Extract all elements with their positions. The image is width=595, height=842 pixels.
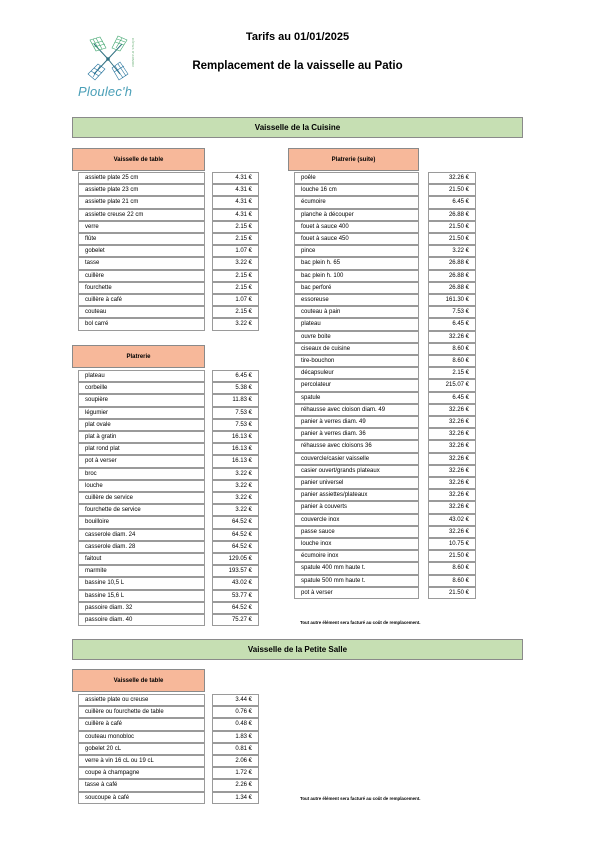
block-header-petite-salle-vaisselle: Vaisselle de table (72, 669, 205, 692)
item-price: 3.22 € (212, 257, 259, 269)
item-price: 21.50 € (428, 587, 476, 599)
item-label: casserole diam. 24 (78, 529, 205, 541)
item-price: 26.88 € (428, 209, 476, 221)
item-label: assiette plate 21 cm (78, 196, 205, 208)
item-label: cuillère à café (78, 718, 205, 730)
item-price: 32.26 € (428, 416, 476, 428)
item-label: panier à verres diam. 36 (294, 428, 419, 440)
item-label: bassine 15,6 L (78, 590, 205, 602)
item-price: 2.15 € (212, 233, 259, 245)
item-price: 1.83 € (212, 731, 259, 743)
item-price: 32.26 € (428, 489, 476, 501)
item-label: soupière (78, 394, 205, 406)
item-label: bouilloire (78, 516, 205, 528)
item-label: réhausse avec cloisons 36 (294, 440, 419, 452)
item-price: 3.22 € (212, 492, 259, 504)
item-price: 5.38 € (212, 382, 259, 394)
block-header-platrerie: Platrerie (72, 345, 205, 368)
replacement-cost-note: Tout autre élément sera facturé au coût de remplacement. (300, 620, 421, 625)
item-price: 0.48 € (212, 718, 259, 730)
item-label: faitout (78, 553, 205, 565)
item-label: couteau (78, 306, 205, 318)
item-label: passe sauce (294, 526, 419, 538)
item-label: panier à couverts (294, 501, 419, 513)
item-label: pince (294, 245, 419, 257)
item-price: 16.13 € (212, 455, 259, 467)
item-label: casserole diam. 28 (78, 541, 205, 553)
item-price: 11.83 € (212, 394, 259, 406)
item-price: 6.45 € (428, 196, 476, 208)
item-label: bac plein h. 100 (294, 270, 419, 282)
item-price: 32.26 € (428, 331, 476, 343)
item-price: 161.30 € (428, 294, 476, 306)
item-label: plateau (78, 370, 205, 382)
item-label: couvercle/casier vaisselle (294, 453, 419, 465)
item-label: fouet à sauce 450 (294, 233, 419, 245)
logo-tagline: CÔTES D'ARMOR (131, 38, 135, 67)
item-label: casier ouvert/grands plateaux (294, 465, 419, 477)
item-label: soucoupe à café (78, 792, 205, 804)
item-label: bac plein h. 65 (294, 257, 419, 269)
item-price: 16.13 € (212, 431, 259, 443)
item-label: coupe à champagne (78, 767, 205, 779)
item-label: gobelet (78, 245, 205, 257)
item-label: plat ovale (78, 419, 205, 431)
item-price: 3.22 € (212, 318, 259, 330)
item-price: 7.53 € (212, 419, 259, 431)
item-price: 21.50 € (428, 221, 476, 233)
item-label: fourchette de service (78, 504, 205, 516)
logo-name: Ploulec'h (78, 84, 133, 99)
item-label: tasse à café (78, 779, 205, 791)
item-price: 1.07 € (212, 245, 259, 257)
item-label: passoire diam. 32 (78, 602, 205, 614)
item-label: pot à verser (78, 455, 205, 467)
item-price: 6.45 € (212, 370, 259, 382)
item-label: louche 16 cm (294, 184, 419, 196)
item-label: spatule 400 mm haute t. (294, 562, 419, 574)
section-header-cuisine: Vaisselle de la Cuisine (72, 117, 523, 138)
item-label: percolateur (294, 379, 419, 391)
item-price: 32.26 € (428, 440, 476, 452)
item-label: panier assiettes/plateaux (294, 489, 419, 501)
item-price: 2.06 € (212, 755, 259, 767)
item-label: assiette plate 23 cm (78, 184, 205, 196)
item-label: broc (78, 468, 205, 480)
item-price: 32.26 € (428, 453, 476, 465)
replacement-cost-note: Tout autre élément sera facturé au coût de remplacement. (300, 796, 421, 801)
item-label: cuillère ou fourchette de table (78, 706, 205, 718)
item-price: 3.22 € (212, 468, 259, 480)
item-label: corbeille (78, 382, 205, 394)
page-title: Remplacement de la vaisselle au Patio (192, 60, 403, 72)
item-label: fouet à sauce 400 (294, 221, 419, 233)
item-price: 8.60 € (428, 355, 476, 367)
item-label: bol carré (78, 318, 205, 330)
item-label: gobelet 20 cL (78, 743, 205, 755)
item-price: 8.60 € (428, 562, 476, 574)
item-price: 43.02 € (428, 514, 476, 526)
item-label: cuillère de service (78, 492, 205, 504)
item-price: 32.26 € (428, 477, 476, 489)
item-price: 8.60 € (428, 343, 476, 355)
item-price: 0.76 € (212, 706, 259, 718)
section-header-petite-salle: Vaisselle de la Petite Salle (72, 639, 523, 660)
item-price: 64.52 € (212, 529, 259, 541)
item-label: cuillère (78, 270, 205, 282)
item-price: 2.15 € (212, 221, 259, 233)
item-label: flûte (78, 233, 205, 245)
item-price: 1.07 € (212, 294, 259, 306)
item-label: spatule 500 mm haute t. (294, 575, 419, 587)
item-label: tire-bouchon (294, 355, 419, 367)
item-price: 2.15 € (212, 282, 259, 294)
item-price: 8.60 € (428, 575, 476, 587)
item-label: plateau (294, 318, 419, 330)
item-label: verre (78, 221, 205, 233)
item-price: 4.31 € (212, 184, 259, 196)
item-label: pot à verser (294, 587, 419, 599)
item-label: panier universel (294, 477, 419, 489)
item-price: 1.72 € (212, 767, 259, 779)
item-price: 215.07 € (428, 379, 476, 391)
item-label: bac perforé (294, 282, 419, 294)
item-label: bassine 10,5 L (78, 577, 205, 589)
tariff-date-title: Tarifs au 01/01/2025 (245, 31, 350, 43)
item-label: tasse (78, 257, 205, 269)
item-label: planche à découper (294, 209, 419, 221)
item-label: couvercle inox (294, 514, 419, 526)
item-price: 0.81 € (212, 743, 259, 755)
item-label: ciseaux de cuisine (294, 343, 419, 355)
item-label: couteau à pain (294, 306, 419, 318)
item-price: 4.31 € (212, 209, 259, 221)
item-price: 129.05 € (212, 553, 259, 565)
item-price: 193.57 € (212, 565, 259, 577)
item-price: 21.50 € (428, 184, 476, 196)
item-price: 43.02 € (212, 577, 259, 589)
item-price: 21.50 € (428, 550, 476, 562)
item-price: 16.13 € (212, 443, 259, 455)
item-price: 6.45 € (428, 392, 476, 404)
item-label: panier à verres diam. 49 (294, 416, 419, 428)
item-label: louche inox (294, 538, 419, 550)
item-price: 3.22 € (212, 504, 259, 516)
item-price: 3.44 € (212, 694, 259, 706)
item-label: essoreuse (294, 294, 419, 306)
item-label: couteau monobloc (78, 731, 205, 743)
item-price: 2.15 € (212, 306, 259, 318)
item-price: 26.88 € (428, 257, 476, 269)
item-price: 32.26 € (428, 172, 476, 184)
item-price: 32.26 € (428, 465, 476, 477)
item-price: 26.88 € (428, 270, 476, 282)
item-label: assiette plate 25 cm (78, 172, 205, 184)
item-label: verre à vin 16 cL ou 19 cL (78, 755, 205, 767)
item-price: 4.31 € (212, 196, 259, 208)
item-label: fourchette (78, 282, 205, 294)
item-price: 32.26 € (428, 501, 476, 513)
block-header-platrerie-suite: Platrerie (suite) (288, 148, 419, 171)
item-label: réhausse avec cloison diam. 49 (294, 404, 419, 416)
item-price: 4.31 € (212, 172, 259, 184)
item-price: 32.26 € (428, 526, 476, 538)
item-price: 64.52 € (212, 541, 259, 553)
item-price: 10.75 € (428, 538, 476, 550)
item-price: 1.34 € (212, 792, 259, 804)
item-price: 6.45 € (428, 318, 476, 330)
item-price: 32.26 € (428, 404, 476, 416)
item-label: décapsuleur (294, 367, 419, 379)
item-label: ouvre boite (294, 331, 419, 343)
item-price: 7.53 € (212, 407, 259, 419)
item-label: plat à gratin (78, 431, 205, 443)
item-price: 2.26 € (212, 779, 259, 791)
block-header-vaisselle-de-table: Vaisselle de table (72, 148, 205, 171)
item-label: plat rond plat (78, 443, 205, 455)
item-price: 21.50 € (428, 233, 476, 245)
item-price: 64.52 € (212, 516, 259, 528)
item-price: 2.15 € (212, 270, 259, 282)
item-label: assiette creuse 22 cm (78, 209, 205, 221)
item-price: 26.88 € (428, 282, 476, 294)
item-label: cuillère à café (78, 294, 205, 306)
item-label: écumoire (294, 196, 419, 208)
item-label: marmite (78, 565, 205, 577)
item-price: 53.77 € (212, 590, 259, 602)
item-price: 7.53 € (428, 306, 476, 318)
item-price: 2.15 € (428, 367, 476, 379)
item-label: poêle (294, 172, 419, 184)
item-label: écumoire inox (294, 550, 419, 562)
item-price: 75.27 € (212, 614, 259, 626)
item-label: spatule (294, 392, 419, 404)
item-price: 64.52 € (212, 602, 259, 614)
item-price: 3.22 € (212, 480, 259, 492)
item-label: assiette plate ou creuse (78, 694, 205, 706)
item-label: louche (78, 480, 205, 492)
item-label: passoire diam. 40 (78, 614, 205, 626)
item-price: 32.26 € (428, 428, 476, 440)
item-label: légumier (78, 407, 205, 419)
item-price: 3.22 € (428, 245, 476, 257)
